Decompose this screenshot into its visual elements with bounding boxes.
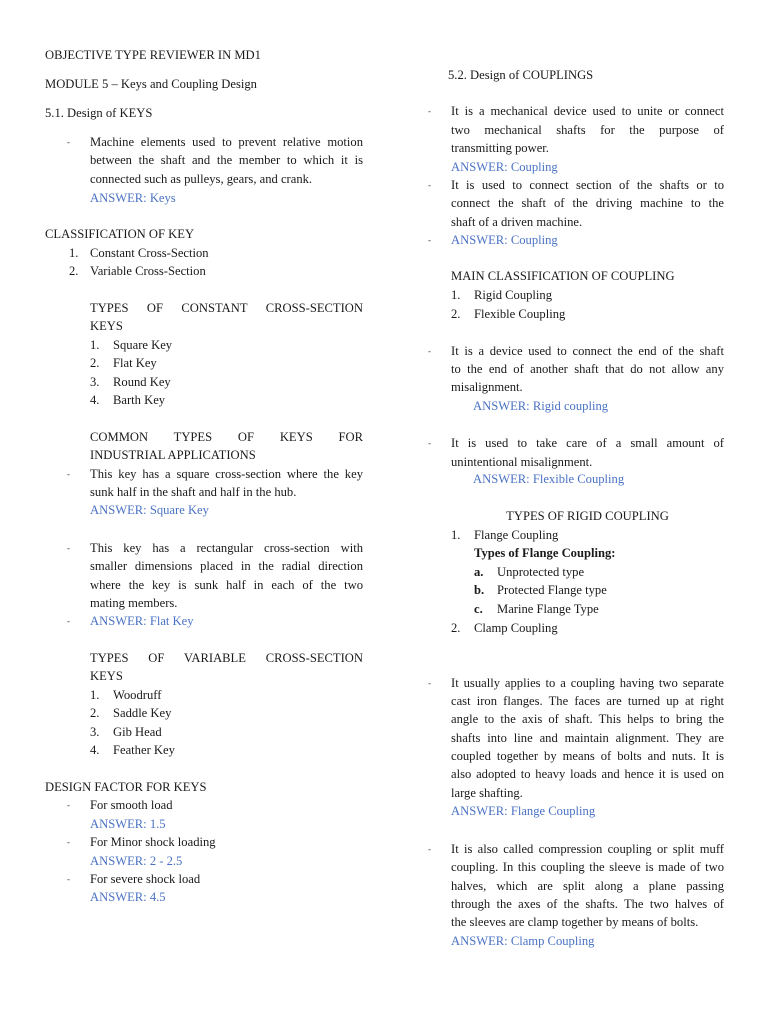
main-classification-item: Rigid Coupling — [474, 288, 553, 302]
bullet-icon: - — [67, 543, 70, 553]
constant-type-item: Flat Key — [113, 356, 157, 370]
clamp-coupling-text: halves, which are split along a plane passing — [451, 879, 724, 893]
flange-type-item: Protected Flange type — [497, 583, 607, 597]
flange-coupling-text: angle to the axis of shaft. This helps to bring the — [451, 712, 724, 726]
list-number: 2. — [69, 264, 79, 278]
flexible-coupling-text: It is used to take care of a small amount of — [451, 436, 724, 450]
list-letter: b. — [474, 583, 485, 597]
bullet-icon: - — [428, 438, 431, 448]
flange-coupling-text: shafts into line and maintain alignment. They are — [451, 731, 724, 745]
list-number: 1. — [451, 528, 461, 542]
list-number: 1. — [90, 338, 100, 352]
design-factor-label: For severe shock load — [90, 872, 201, 886]
bullet-icon: - — [428, 346, 431, 356]
coupling-connect-text: shaft of a driven machine. — [451, 215, 583, 229]
bullet-icon: - — [428, 844, 431, 854]
main-classification-item: Flexible Coupling — [474, 307, 566, 321]
list-number: 2. — [90, 706, 100, 720]
design-factor-label: For smooth load — [90, 798, 173, 812]
keys-definition-line: connected such as pulleys, gears, and crank. — [90, 172, 313, 186]
flange-coupling-text: coupled together by means of bolts and nuts. It is — [451, 749, 724, 763]
flange-type-item: Marine Flange Type — [497, 602, 599, 616]
keys-definition-line: between the shaft and the member to which it is — [90, 153, 363, 167]
clamp-coupling-text: coupling. In this coupling the sleeve is made of two — [451, 860, 724, 874]
bullet-icon: - — [428, 180, 431, 190]
clamp-coupling-item: Clamp Coupling — [474, 621, 558, 635]
coupling-answer: ANSWER: Coupling — [451, 160, 558, 174]
common-types-heading: COMMON TYPES OF KEYS FOR — [90, 430, 363, 444]
clamp-coupling-answer: ANSWER: Clamp Coupling — [451, 934, 595, 948]
coupling-connect-text: It is used to connect section of the shafts or to — [451, 178, 724, 192]
bullet-icon: - — [428, 235, 431, 245]
flange-coupling-text: cast iron flanges. The faces are turned up at right — [451, 694, 724, 708]
list-number: 2. — [451, 307, 461, 321]
design-factor-heading: DESIGN FACTOR FOR KEYS — [45, 780, 207, 794]
list-letter: c. — [474, 602, 483, 616]
flat-key-text: mating members. — [90, 596, 178, 610]
rigid-types-heading: TYPES OF RIGID COUPLING — [506, 509, 669, 523]
rigid-coupling-answer: ANSWER: Rigid coupling — [473, 399, 609, 413]
rigid-coupling-text: to the end of another shaft that do not allow any — [451, 362, 724, 376]
flange-coupling-text: large shafting. — [451, 786, 523, 800]
variable-type-item: Saddle Key — [113, 706, 172, 720]
classification-item: Constant Cross-Section — [90, 246, 209, 260]
common-types-heading: INDUSTRIAL APPLICATIONS — [90, 448, 256, 462]
rigid-coupling-text: misalignment. — [451, 380, 523, 394]
clamp-coupling-text: the sleeves are clamp together by means of bolts. — [451, 915, 699, 929]
coupling-def-text: It is a mechanical device used to unite or connect — [451, 104, 724, 118]
document-title: OBJECTIVE TYPE REVIEWER IN MD1 — [45, 48, 261, 62]
section-keys-heading: 5.1. Design of KEYS — [45, 106, 153, 120]
list-number: 3. — [90, 725, 100, 739]
constant-types-heading: TYPES OF CONSTANT CROSS-SECTION — [90, 301, 363, 315]
variable-type-item: Feather Key — [113, 743, 175, 757]
design-factor-answer: ANSWER: 1.5 — [90, 817, 166, 831]
bullet-icon: - — [428, 106, 431, 116]
coupling-def-text: transmitting power. — [451, 141, 549, 155]
list-number: 3. — [90, 375, 100, 389]
coupling-connect-text: connect the shaft of the driving machine to the — [451, 196, 724, 210]
keys-definition-line: Machine elements used to prevent relative motion — [90, 135, 363, 149]
variable-type-item: Gib Head — [113, 725, 162, 739]
list-number: 2. — [451, 621, 461, 635]
flange-coupling-answer: ANSWER: Flange Coupling — [451, 804, 596, 818]
list-number: 2. — [90, 356, 100, 370]
bullet-icon: - — [67, 874, 70, 884]
bullet-icon: - — [67, 800, 70, 810]
flange-types-heading: Types of Flange Coupling: — [474, 546, 616, 560]
variable-types-heading: KEYS — [90, 669, 123, 683]
list-number: 1. — [451, 288, 461, 302]
design-factor-answer: ANSWER: 4.5 — [90, 890, 166, 904]
list-number: 4. — [90, 393, 100, 407]
section-couplings-heading: 5.2. Design of COUPLINGS — [448, 68, 594, 82]
variable-type-item: Woodruff — [113, 688, 162, 702]
rigid-coupling-text: It is a device used to connect the end of the shaft — [451, 344, 724, 358]
flange-coupling-text: It usually applies to a coupling having two separate — [451, 676, 724, 690]
clamp-coupling-text: through the axes of the shafts. The two halves of — [451, 897, 724, 911]
list-letter: a. — [474, 565, 484, 579]
clamp-coupling-text: It is also called compression coupling or split muff — [451, 842, 724, 856]
design-factor-label: For Minor shock loading — [90, 835, 216, 849]
coupling-def-text: two mechanical shafts for the purpose of — [451, 123, 724, 137]
constant-types-heading: KEYS — [90, 319, 123, 333]
constant-type-item: Square Key — [113, 338, 173, 352]
flat-key-text: This key has a rectangular cross-section with — [90, 541, 363, 555]
design-factor-answer: ANSWER: 2 - 2.5 — [90, 854, 183, 868]
list-number: 4. — [90, 743, 100, 757]
main-classification-heading: MAIN CLASSIFICATION OF COUPLING — [451, 269, 675, 283]
constant-type-item: Barth Key — [113, 393, 166, 407]
list-number: 1. — [69, 246, 79, 260]
coupling-answer: ANSWER: Coupling — [451, 233, 558, 247]
flange-coupling-text: also adopted to heavy loads and hence it is used on — [451, 767, 724, 781]
classification-heading: CLASSIFICATION OF KEY — [45, 227, 195, 241]
flexible-coupling-answer: ANSWER: Flexible Coupling — [473, 472, 625, 486]
variable-types-heading: TYPES OF VARIABLE CROSS-SECTION — [90, 651, 363, 665]
flexible-coupling-text: unintentional misalignment. — [451, 455, 593, 469]
bullet-icon: - — [67, 616, 70, 626]
bullet-icon: - — [428, 678, 431, 688]
classification-item: Variable Cross-Section — [90, 264, 206, 278]
flat-key-answer: ANSWER: Flat Key — [90, 614, 194, 628]
flat-key-text: where the key is sunk half in each of the two — [90, 578, 363, 592]
list-number: 1. — [90, 688, 100, 702]
bullet-icon: - — [67, 837, 70, 847]
flange-coupling-item: Flange Coupling — [474, 528, 559, 542]
bullet-icon: - — [67, 469, 70, 479]
bullet-icon: - — [67, 137, 70, 147]
square-key-text: This key has a square cross-section where the key — [90, 467, 363, 481]
square-key-text: sunk half in the shaft and half in the hub. — [90, 485, 297, 499]
keys-answer: ANSWER: Keys — [90, 191, 176, 205]
square-key-answer: ANSWER: Square Key — [90, 503, 209, 517]
constant-type-item: Round Key — [113, 375, 171, 389]
module-title: MODULE 5 – Keys and Coupling Design — [45, 77, 257, 91]
flat-key-text: smaller dimensions placed in the radial direction — [90, 559, 363, 573]
flange-type-item: Unprotected type — [497, 565, 585, 579]
